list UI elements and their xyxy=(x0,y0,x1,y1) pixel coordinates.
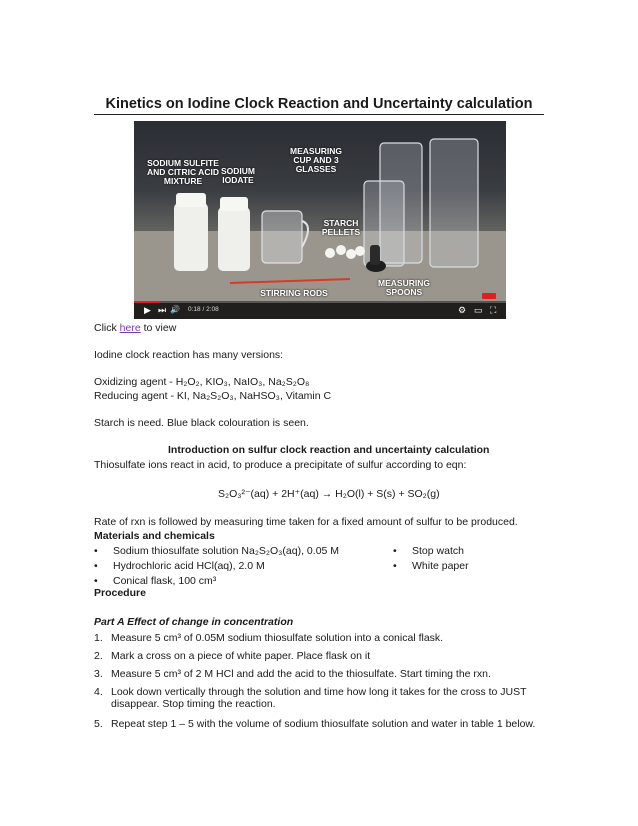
youtube-logo-icon xyxy=(482,293,496,299)
section-intro: Thiosulfate ions react in acid, to produce a precipitate of sulfur according to eqn: xyxy=(94,459,467,471)
label-stirring-rods: STIRRING RODS xyxy=(260,288,328,298)
next-icon[interactable]: ⏭ xyxy=(158,305,167,315)
step-text: Look down vertically through the solution and time how long it takes for the cross to JUST disappear. Stop timing the reaction. xyxy=(111,686,527,710)
material-item: • Stop watch xyxy=(412,545,464,557)
oxidizing-agents: Oxidizing agent - H₂O₂, KIO₃, NaIO₃, Na₂S₂O₈ xyxy=(94,376,310,388)
step-number: 4. xyxy=(94,686,103,698)
step-number: 5. xyxy=(94,718,103,730)
section-heading: Introduction on sulfur clock reaction and uncertainty calculation xyxy=(168,444,490,456)
volume-icon[interactable]: 🔊 xyxy=(170,305,180,314)
procedure-heading: Procedure xyxy=(94,587,146,599)
click-to-view-line xyxy=(94,322,176,334)
material-item: • Hydrochloric acid HCl(aq), 2.0 M xyxy=(113,560,265,572)
video-link[interactable]: here xyxy=(119,322,141,334)
size-icon[interactable]: ▭ xyxy=(474,305,483,315)
title-underline xyxy=(94,114,544,115)
video-player[interactable] xyxy=(134,121,506,319)
video-time: 0:18 / 2:08 xyxy=(188,306,219,313)
step-number: 3. xyxy=(94,668,103,680)
step-text: Repeat step 1 – 5 with the volume of sodium thiosulfate solution and water in table 1 below. xyxy=(111,718,536,730)
reaction-equation: S₂O₃²⁻(aq) + 2H⁺(aq) → H₂O(l) + S(s) + SO₂(g) xyxy=(218,488,440,500)
video-progress-fill xyxy=(134,301,160,303)
label-measuring-cup: MEASURING CUP AND 3 GLASSES xyxy=(290,146,342,174)
material-item: • Conical flask, 100 cm³ xyxy=(113,575,216,587)
materials-heading: Materials and chemicals xyxy=(94,530,215,542)
material-item: • White paper xyxy=(412,560,469,572)
video-controls xyxy=(134,301,506,319)
part-a-heading: Part A Effect of change in concentration xyxy=(94,616,294,628)
versions-text: Iodine clock reaction has many versions: xyxy=(94,349,284,361)
video-progress-bar[interactable] xyxy=(134,301,506,303)
step-text: Measure 5 cm³ of 0.05M sodium thiosulfate solution into a conical flask. xyxy=(111,632,444,644)
step-number: 1. xyxy=(94,632,103,644)
click-suffix: to view xyxy=(140,322,177,334)
fullscreen-icon[interactable]: ⛶ xyxy=(490,305,497,315)
rate-statement: Rate of rxn is followed by measuring time taken for a fixed amount of sulfur to be produced. xyxy=(94,516,518,528)
document-title: Kinetics on Iodine Clock Reaction and Uncertainty calculation xyxy=(105,96,533,112)
play-icon[interactable]: ▶ xyxy=(144,305,151,315)
label-measuring-spoons: MEASURING SPOONS xyxy=(378,278,430,297)
step-number: 2. xyxy=(94,650,103,662)
settings-gear-icon[interactable]: ⚙ xyxy=(458,305,467,315)
starch-note: Starch is need. Blue black colouration is seen. xyxy=(94,417,309,429)
label-sulfite-mixture: SODIUM SULFITE AND CITRIC ACID MIXTURE xyxy=(147,158,219,186)
reducing-agents: Reducing agent - KI, Na₂S₂O₃, NaHSO₃, Vitamin C xyxy=(94,390,332,402)
material-item: • Sodium thiosulfate solution Na₂S₂O₃(aq), 0.05 M xyxy=(113,545,339,557)
label-sodium-iodate: SODIUM IODATE xyxy=(221,166,255,185)
click-prefix: Click xyxy=(94,322,120,334)
step-text: Measure 5 cm³ of 2 M HCl and add the acid to the thiosulfate. Start timing the rxn. xyxy=(111,668,491,680)
step-text: Mark a cross on a piece of white paper. Place flask on it xyxy=(111,650,371,662)
label-starch-pellets: STARCH PELLETS xyxy=(321,218,361,237)
